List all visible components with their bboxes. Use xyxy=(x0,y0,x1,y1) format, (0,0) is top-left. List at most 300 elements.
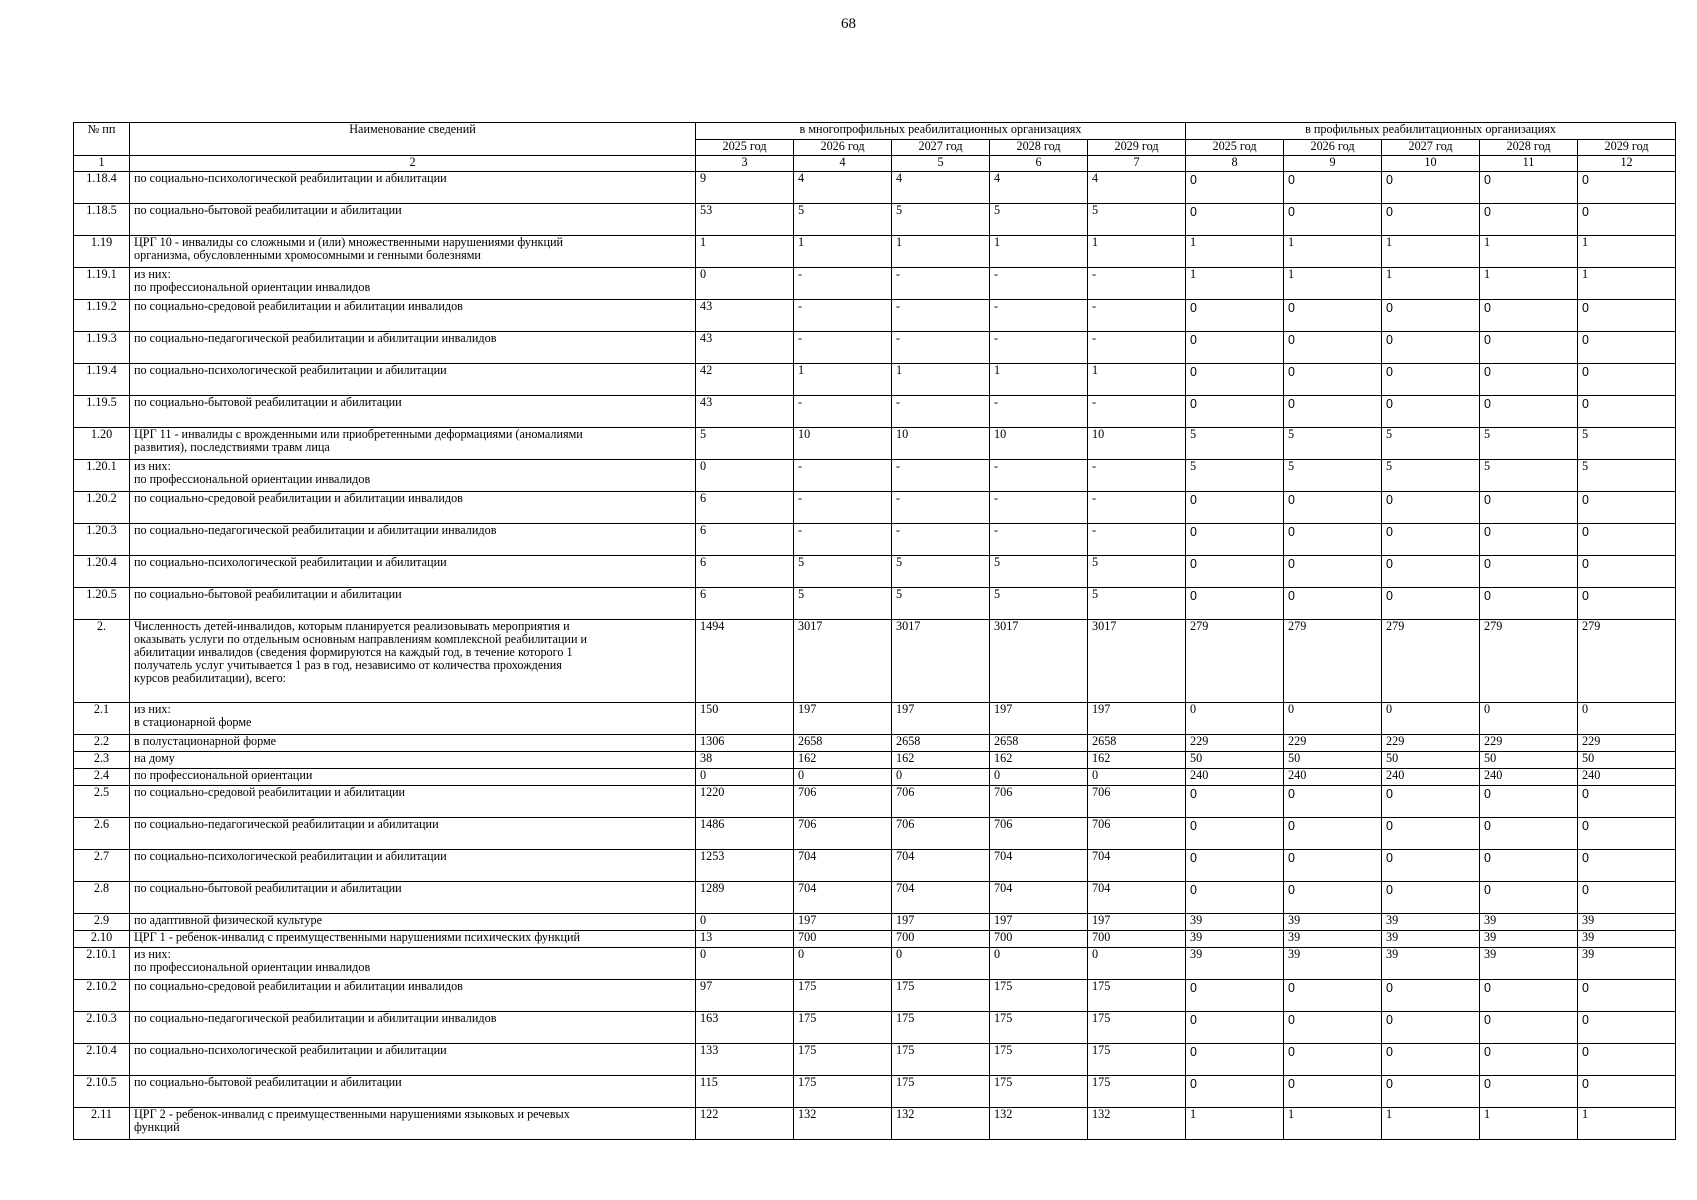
row-value: 197 xyxy=(1088,703,1186,735)
row-name xyxy=(130,752,696,769)
row-value: 0 xyxy=(1284,492,1382,524)
row-name xyxy=(130,300,696,332)
row-number: 1.19 xyxy=(74,236,130,268)
row-value: 4 xyxy=(892,172,990,204)
row-name-line: развития), последствиями травм лица xyxy=(134,440,330,454)
row-value: 706 xyxy=(892,786,990,818)
row-number: 2.10.4 xyxy=(74,1044,130,1076)
table-row xyxy=(74,172,1676,204)
row-value: 0 xyxy=(1284,703,1382,735)
row-name xyxy=(130,620,696,703)
row-name-line: ЦРГ 10 - инвалиды со сложными и (или) множественными нарушениями функций xyxy=(134,235,564,249)
row-value: 279 xyxy=(1480,620,1578,703)
header-group-multiprofile: в многопрофильных реабилитационных организациях xyxy=(696,123,1186,140)
row-value: 0 xyxy=(1284,1012,1382,1044)
row-name xyxy=(130,492,696,524)
row-value: 9 xyxy=(696,172,794,204)
row-value: 0 xyxy=(1480,882,1578,914)
header-group-profile: в профильных реабилитационных организациях xyxy=(1186,123,1676,140)
table-row xyxy=(74,492,1676,524)
row-value: 706 xyxy=(1088,786,1186,818)
row-value: 175 xyxy=(1088,980,1186,1012)
row-name xyxy=(130,332,696,364)
row-value: 704 xyxy=(1088,850,1186,882)
row-value: 197 xyxy=(794,914,892,931)
row-value: 0 xyxy=(696,268,794,300)
row-value: 1 xyxy=(794,236,892,268)
row-value: 0 xyxy=(794,769,892,786)
table-row xyxy=(74,735,1676,752)
row-number: 1.18.5 xyxy=(74,204,130,236)
table-row xyxy=(74,818,1676,850)
row-value: 39 xyxy=(1480,931,1578,948)
row-name-line: по профессиональной ориентации инвалидов xyxy=(134,472,371,486)
row-value: 175 xyxy=(794,1044,892,1076)
row-value: 43 xyxy=(696,300,794,332)
row-value: 5 xyxy=(1480,428,1578,460)
row-value: 0 xyxy=(1480,980,1578,1012)
row-value: 5 xyxy=(794,204,892,236)
row-number: 1.19.2 xyxy=(74,300,130,332)
row-value: - xyxy=(990,332,1088,364)
row-value: 704 xyxy=(794,850,892,882)
row-name xyxy=(130,396,696,428)
row-value: 5 xyxy=(696,428,794,460)
row-value: 1 xyxy=(1382,1108,1480,1140)
row-name xyxy=(130,1108,696,1140)
row-value: 50 xyxy=(1382,752,1480,769)
row-value: 6 xyxy=(696,556,794,588)
row-value: 0 xyxy=(1186,1076,1284,1108)
row-name xyxy=(130,882,696,914)
row-value: 0 xyxy=(1382,1076,1480,1108)
row-value: 0 xyxy=(990,948,1088,980)
row-value: 704 xyxy=(990,882,1088,914)
table-row xyxy=(74,1012,1676,1044)
row-value: 0 xyxy=(1480,364,1578,396)
row-value: 5 xyxy=(1480,460,1578,492)
row-value: 0 xyxy=(1382,786,1480,818)
row-value: 0 xyxy=(1480,524,1578,556)
row-name-line: по социально-средовой реабилитации и абилитации xyxy=(134,785,406,799)
row-value: - xyxy=(892,332,990,364)
row-value: 197 xyxy=(892,703,990,735)
row-value: - xyxy=(892,268,990,300)
row-value: 0 xyxy=(1088,948,1186,980)
row-value: 162 xyxy=(794,752,892,769)
row-number: 2.2 xyxy=(74,735,130,752)
row-value: 229 xyxy=(1284,735,1382,752)
row-value: 162 xyxy=(892,752,990,769)
row-name xyxy=(130,524,696,556)
row-value: 39 xyxy=(1284,931,1382,948)
row-value: 50 xyxy=(1284,752,1382,769)
row-value: 175 xyxy=(990,1076,1088,1108)
row-value: - xyxy=(892,300,990,332)
row-number: 2.10.5 xyxy=(74,1076,130,1108)
row-name-line: из них: xyxy=(134,267,171,281)
row-name-line: Численность детей-инвалидов, которым планируется реализовывать мероприятия и xyxy=(134,619,570,633)
row-value: 5 xyxy=(1186,460,1284,492)
row-value: 0 xyxy=(1382,818,1480,850)
row-name xyxy=(130,1044,696,1076)
row-value: 1 xyxy=(1284,1108,1382,1140)
row-name-line: абилитации инвалидов (сведения формируются на каждый год, в течение которого 1 xyxy=(134,645,573,659)
row-name-line: по социально-педагогической реабилитации и абилитации инвалидов xyxy=(134,331,497,345)
row-value: 38 xyxy=(696,752,794,769)
row-value: 1 xyxy=(990,364,1088,396)
row-value: 0 xyxy=(1480,396,1578,428)
row-value: 1 xyxy=(1382,236,1480,268)
row-value: 240 xyxy=(1480,769,1578,786)
row-number: 2.10 xyxy=(74,931,130,948)
row-value: 0 xyxy=(1284,556,1382,588)
row-value: 0 xyxy=(1382,850,1480,882)
row-name xyxy=(130,1012,696,1044)
row-value: 5 xyxy=(1088,556,1186,588)
row-value: 0 xyxy=(1284,1044,1382,1076)
table-row xyxy=(74,948,1676,980)
row-value: 5 xyxy=(794,556,892,588)
header-column-number: 3 xyxy=(696,156,794,172)
row-value: 3017 xyxy=(1088,620,1186,703)
row-value: 0 xyxy=(1284,818,1382,850)
row-value: 0 xyxy=(1284,364,1382,396)
row-value: 162 xyxy=(990,752,1088,769)
row-number: 2.5 xyxy=(74,786,130,818)
row-number: 2.8 xyxy=(74,882,130,914)
row-value: 0 xyxy=(1284,204,1382,236)
row-name-line: получатель услуг учитывается 1 раз в год, независимо от количества прохождения xyxy=(134,658,562,672)
row-value: 0 xyxy=(1382,882,1480,914)
row-value: 0 xyxy=(696,769,794,786)
row-value: - xyxy=(1088,492,1186,524)
row-value: 10 xyxy=(892,428,990,460)
row-value: 39 xyxy=(1284,948,1382,980)
row-value: - xyxy=(892,396,990,428)
row-value: - xyxy=(794,332,892,364)
row-value: 13 xyxy=(696,931,794,948)
row-name xyxy=(130,769,696,786)
row-value: 0 xyxy=(892,769,990,786)
row-value: 1 xyxy=(794,364,892,396)
row-value: 39 xyxy=(1382,948,1480,980)
row-value: 1 xyxy=(1578,268,1676,300)
row-value: 700 xyxy=(892,931,990,948)
row-number: 1.20.4 xyxy=(74,556,130,588)
table-row xyxy=(74,364,1676,396)
row-name-line: оказывать услуги по отдельным основным направлениям комплексной реабилитации и xyxy=(134,632,588,646)
row-value: 0 xyxy=(1382,1044,1480,1076)
row-value: 0 xyxy=(1480,492,1578,524)
row-value: 229 xyxy=(1382,735,1480,752)
row-name-line: по социально-педагогической реабилитации и абилитации инвалидов xyxy=(134,523,497,537)
row-name xyxy=(130,236,696,268)
row-value: 240 xyxy=(1578,769,1676,786)
header-year: 2028 год xyxy=(1480,140,1578,156)
row-name xyxy=(130,1076,696,1108)
row-number: 1.19.1 xyxy=(74,268,130,300)
row-value: 0 xyxy=(1284,980,1382,1012)
row-value: 1 xyxy=(1186,236,1284,268)
row-value: 229 xyxy=(1186,735,1284,752)
header-column-number: 5 xyxy=(892,156,990,172)
row-value: 240 xyxy=(1186,769,1284,786)
row-value: 0 xyxy=(1186,492,1284,524)
row-value: 122 xyxy=(696,1108,794,1140)
row-value: 5 xyxy=(1284,460,1382,492)
row-name-line: по адаптивной физической культуре xyxy=(134,913,323,927)
header-column-number: 1 xyxy=(74,156,130,172)
row-value: 2658 xyxy=(1088,735,1186,752)
row-value: 175 xyxy=(794,980,892,1012)
row-name-line: по социально-психологической реабилитации и абилитации xyxy=(134,171,447,185)
row-value: 39 xyxy=(1186,931,1284,948)
row-value: 10 xyxy=(990,428,1088,460)
row-name xyxy=(130,268,696,300)
header-year: 2029 год xyxy=(1088,140,1186,156)
row-value: 0 xyxy=(1382,556,1480,588)
row-name xyxy=(130,703,696,735)
row-value: 162 xyxy=(1088,752,1186,769)
row-value: 704 xyxy=(990,850,1088,882)
row-value: 704 xyxy=(1088,882,1186,914)
row-value: 0 xyxy=(1284,882,1382,914)
row-value: 1494 xyxy=(696,620,794,703)
row-value: 0 xyxy=(1382,300,1480,332)
row-number: 1.18.4 xyxy=(74,172,130,204)
row-value: 175 xyxy=(990,1044,1088,1076)
row-value: 700 xyxy=(1088,931,1186,948)
table-row xyxy=(74,524,1676,556)
row-value: 2658 xyxy=(892,735,990,752)
row-value: 43 xyxy=(696,396,794,428)
row-name-line: по социально-бытовой реабилитации и абилитации xyxy=(134,203,402,217)
row-value: 197 xyxy=(892,914,990,931)
row-value: 1 xyxy=(892,236,990,268)
row-value: 5 xyxy=(794,588,892,620)
row-number: 2.7 xyxy=(74,850,130,882)
row-name-line: по социально-бытовой реабилитации и абилитации xyxy=(134,395,402,409)
row-value: 39 xyxy=(1578,948,1676,980)
table-row xyxy=(74,931,1676,948)
row-number: 2.9 xyxy=(74,914,130,931)
row-number: 1.19.3 xyxy=(74,332,130,364)
row-value: 0 xyxy=(1578,1044,1676,1076)
row-value: 39 xyxy=(1284,914,1382,931)
row-value: 5 xyxy=(1578,428,1676,460)
row-value: 132 xyxy=(892,1108,990,1140)
row-value: 0 xyxy=(794,948,892,980)
header-column-number: 6 xyxy=(990,156,1088,172)
row-value: 197 xyxy=(990,703,1088,735)
row-value: 6 xyxy=(696,492,794,524)
row-value: 0 xyxy=(1284,850,1382,882)
row-value: 0 xyxy=(1578,980,1676,1012)
header-column-numbers-row xyxy=(74,156,1676,172)
row-value: 1 xyxy=(1088,236,1186,268)
row-value: 1 xyxy=(1088,364,1186,396)
header-year: 2027 год xyxy=(1382,140,1480,156)
row-value: 1 xyxy=(1578,236,1676,268)
row-value: 0 xyxy=(1284,786,1382,818)
row-value: 0 xyxy=(1186,204,1284,236)
row-value: 5 xyxy=(990,204,1088,236)
row-value: 3017 xyxy=(794,620,892,703)
row-value: 0 xyxy=(1480,1044,1578,1076)
row-value: 0 xyxy=(1186,818,1284,850)
row-value: 0 xyxy=(1578,703,1676,735)
row-value: - xyxy=(990,460,1088,492)
row-name-line: в полустационарной форме xyxy=(134,734,277,748)
row-name-line: из них: xyxy=(134,702,171,716)
row-number: 2.10.2 xyxy=(74,980,130,1012)
header-col-no: № пп xyxy=(74,123,130,156)
row-value: 0 xyxy=(1578,786,1676,818)
row-value: 0 xyxy=(1186,1012,1284,1044)
row-name-line: по социально-психологической реабилитации и абилитации xyxy=(134,363,447,377)
row-value: 5 xyxy=(1382,460,1480,492)
row-value: 175 xyxy=(892,1044,990,1076)
row-name-line: по социально-средовой реабилитации и абилитации инвалидов xyxy=(134,491,463,505)
row-value: 0 xyxy=(1480,300,1578,332)
row-value: 0 xyxy=(1578,364,1676,396)
row-value: 175 xyxy=(892,980,990,1012)
header-column-number: 11 xyxy=(1480,156,1578,172)
table-header xyxy=(74,123,1676,172)
row-value: - xyxy=(1088,300,1186,332)
header-column-number: 4 xyxy=(794,156,892,172)
row-value: - xyxy=(990,492,1088,524)
row-value: 133 xyxy=(696,1044,794,1076)
row-number: 1.20.1 xyxy=(74,460,130,492)
row-value: 240 xyxy=(1382,769,1480,786)
table-row xyxy=(74,1044,1676,1076)
row-value: 0 xyxy=(1480,204,1578,236)
table-body xyxy=(74,172,1676,1140)
row-value: 5 xyxy=(1088,588,1186,620)
header-column-number: 12 xyxy=(1578,156,1676,172)
row-name-line: из них: xyxy=(134,947,171,961)
row-value: 39 xyxy=(1186,948,1284,980)
row-value: 0 xyxy=(1186,703,1284,735)
row-value: - xyxy=(794,268,892,300)
row-name-line: по социально-психологической реабилитации и абилитации xyxy=(134,849,447,863)
row-value: 279 xyxy=(1578,620,1676,703)
row-value: 0 xyxy=(696,914,794,931)
row-value: 229 xyxy=(1578,735,1676,752)
row-name-line: курсов реабилитации), всего: xyxy=(134,671,287,685)
row-value: 0 xyxy=(1186,1044,1284,1076)
table-row xyxy=(74,236,1676,268)
row-value: 4 xyxy=(1088,172,1186,204)
row-value: 0 xyxy=(1480,172,1578,204)
row-name-line: по социально-психологической реабилитации и абилитации xyxy=(134,555,447,569)
header-column-number: 10 xyxy=(1382,156,1480,172)
header-year: 2029 год xyxy=(1578,140,1676,156)
row-value: 704 xyxy=(794,882,892,914)
row-value: 10 xyxy=(1088,428,1186,460)
header-year: 2026 год xyxy=(794,140,892,156)
row-value: 0 xyxy=(1382,1012,1480,1044)
row-value: 0 xyxy=(1578,492,1676,524)
row-value: 5 xyxy=(892,556,990,588)
row-value: 0 xyxy=(1382,524,1480,556)
row-value: 1 xyxy=(990,236,1088,268)
row-value: 700 xyxy=(794,931,892,948)
row-value: 132 xyxy=(990,1108,1088,1140)
row-value: 39 xyxy=(1382,931,1480,948)
row-name-line: ЦРГ 2 - ребенок-инвалид с преимущественными нарушениями языковых и речевых xyxy=(134,1107,570,1121)
row-value: - xyxy=(892,492,990,524)
row-value: 0 xyxy=(1186,556,1284,588)
row-value: 0 xyxy=(1186,396,1284,428)
row-value: 39 xyxy=(1480,948,1578,980)
header-year: 2027 год xyxy=(892,140,990,156)
row-value: 279 xyxy=(1284,620,1382,703)
row-value: - xyxy=(892,524,990,556)
row-value: 0 xyxy=(1382,588,1480,620)
row-value: 0 xyxy=(1578,882,1676,914)
row-name xyxy=(130,980,696,1012)
row-value: - xyxy=(990,524,1088,556)
row-value: 0 xyxy=(1480,703,1578,735)
row-value: 0 xyxy=(1284,1076,1382,1108)
header-column-number: 8 xyxy=(1186,156,1284,172)
row-value: - xyxy=(794,460,892,492)
row-value: - xyxy=(794,524,892,556)
row-number: 1.19.4 xyxy=(74,364,130,396)
row-name xyxy=(130,735,696,752)
row-value: 43 xyxy=(696,332,794,364)
row-value: 0 xyxy=(1382,332,1480,364)
row-name-line: по социально-бытовой реабилитации и абилитации xyxy=(134,881,402,895)
page-number: 68 xyxy=(841,16,856,32)
header-column-number: 7 xyxy=(1088,156,1186,172)
row-name xyxy=(130,172,696,204)
row-value: 0 xyxy=(1578,332,1676,364)
row-number: 2.6 xyxy=(74,818,130,850)
table-row xyxy=(74,786,1676,818)
row-value: 5 xyxy=(892,588,990,620)
table-row xyxy=(74,268,1676,300)
row-value: 0 xyxy=(1186,172,1284,204)
row-value: 706 xyxy=(1088,818,1186,850)
row-value: 0 xyxy=(696,460,794,492)
row-value: 240 xyxy=(1284,769,1382,786)
row-value: 0 xyxy=(1480,588,1578,620)
row-value: 1 xyxy=(1578,1108,1676,1140)
header-year: 2026 год xyxy=(1284,140,1382,156)
row-value: 0 xyxy=(1382,396,1480,428)
row-name xyxy=(130,818,696,850)
row-value: 0 xyxy=(1382,980,1480,1012)
row-value: 175 xyxy=(1088,1076,1186,1108)
row-value: - xyxy=(794,492,892,524)
row-value: 0 xyxy=(1578,1076,1676,1108)
row-name-line: по социально-педагогической реабилитации и абилитации xyxy=(134,817,439,831)
row-value: - xyxy=(1088,460,1186,492)
row-value: 132 xyxy=(1088,1108,1186,1140)
row-value: 197 xyxy=(990,914,1088,931)
row-value: 2658 xyxy=(990,735,1088,752)
row-value: 0 xyxy=(1186,588,1284,620)
row-value: 1486 xyxy=(696,818,794,850)
table-row xyxy=(74,332,1676,364)
row-value: 0 xyxy=(1578,300,1676,332)
row-value: 97 xyxy=(696,980,794,1012)
table-row xyxy=(74,882,1676,914)
